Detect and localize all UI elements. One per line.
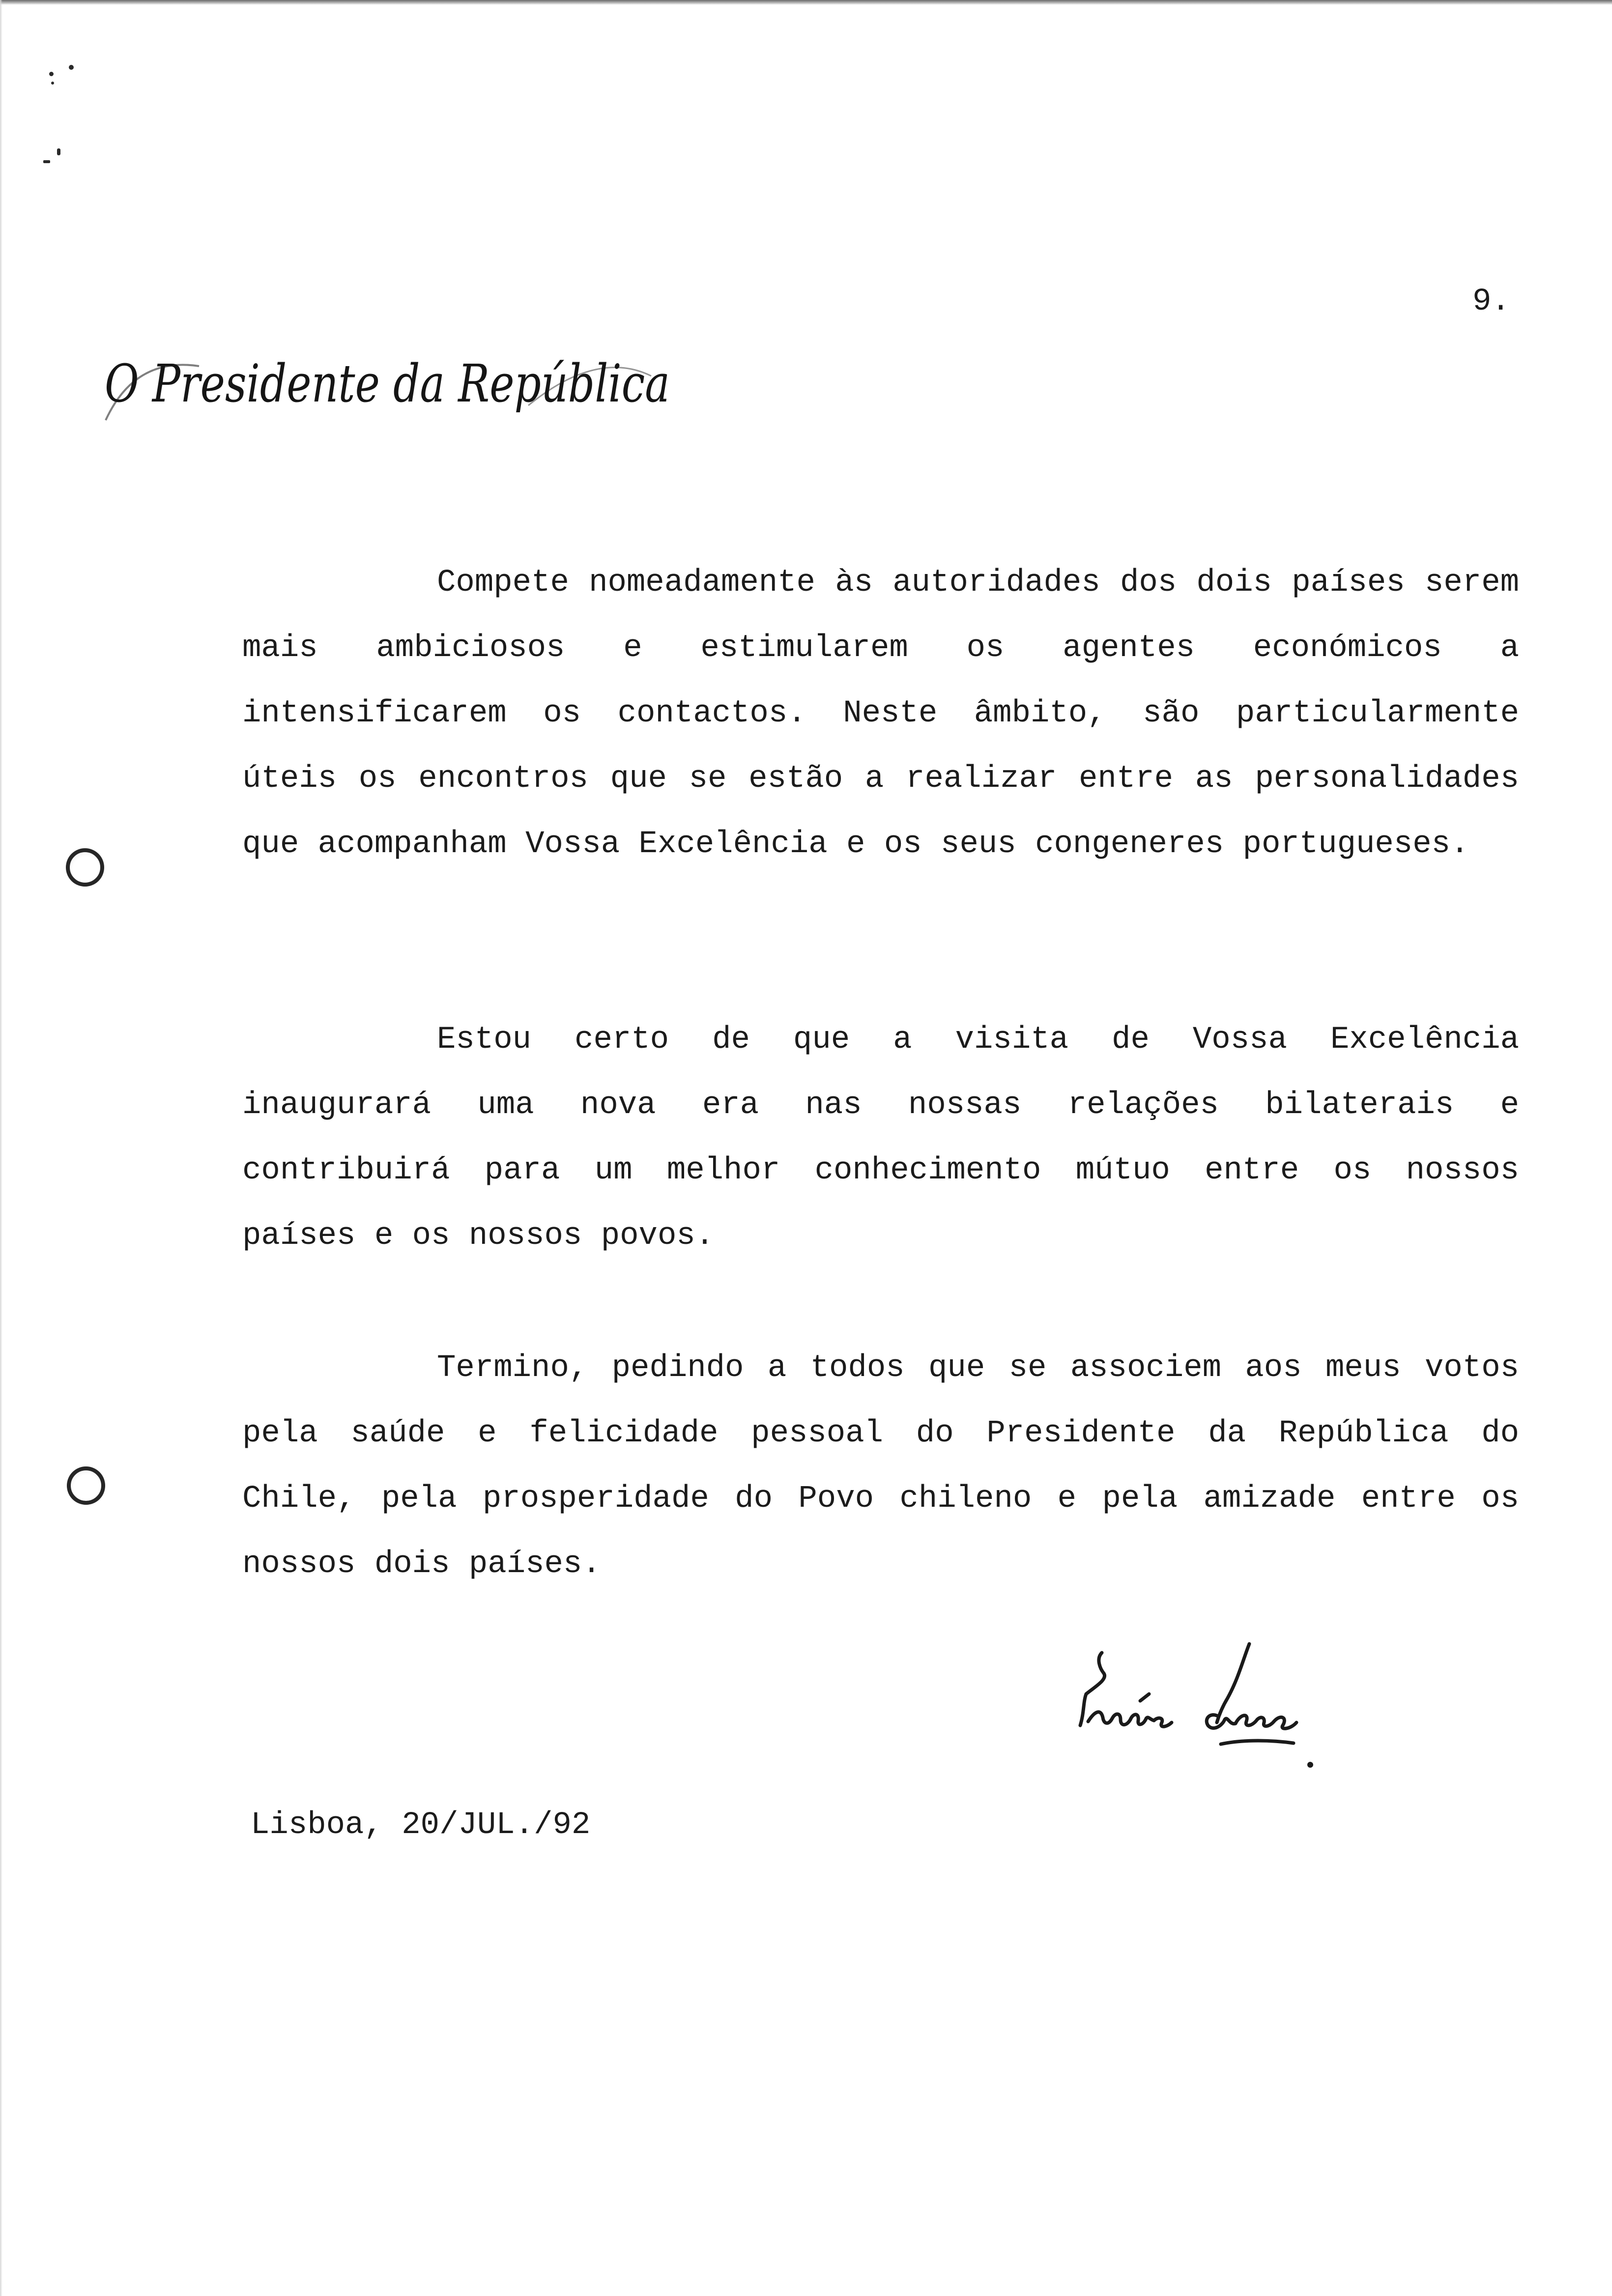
place-date: Lisboa, 20/JUL./92 [251, 1808, 591, 1843]
signature-drawing [1071, 1639, 1347, 1786]
paragraph-text: Estou certo de que a visita de Vossa Excelência inaugurará uma nova era nas nossas relações bilaterais e contribuirá para um melhor conhecimento mútuo entre os nossos países e os nossos povos. [242, 1022, 1519, 1254]
scan-left-edge [0, 0, 2, 2296]
letterhead [101, 346, 681, 432]
scan-speck [43, 160, 50, 163]
paragraph [242, 550, 1519, 877]
paragraph [242, 1007, 1519, 1269]
paragraph-text: Termino, pedindo a todos que se associem aos meus votos pela saúde e felicidade pessoal do Presidente da República do Chile, pela prosperidade do Povo chileno e pela amizade entre os nossos dois países. [242, 1350, 1519, 1582]
paragraph-text: Compete nomeadamente às autoridades dos dois países serem mais ambiciosos e estimularem os agentes económicos a intensificarem os contactos. Neste âmbito, são particularmente úteis os encontros que se estão a realizar entre as personalidades que acompanham Vossa Excelência e os seus congeneres portugueses. [242, 565, 1519, 862]
scan-speck [57, 148, 60, 155]
scan-speck [49, 72, 54, 76]
scan-speck [69, 65, 74, 70]
punch-hole [66, 848, 104, 887]
scan-top-edge [0, 0, 1612, 5]
scan-speck [51, 82, 54, 85]
handwritten-signature [1071, 1639, 1347, 1789]
paragraph [242, 1336, 1519, 1597]
page-number: 9. [1472, 284, 1510, 319]
punch-hole [67, 1466, 105, 1505]
letterhead-text: O Presidente da República [105, 353, 670, 414]
letterhead-script [101, 346, 681, 430]
